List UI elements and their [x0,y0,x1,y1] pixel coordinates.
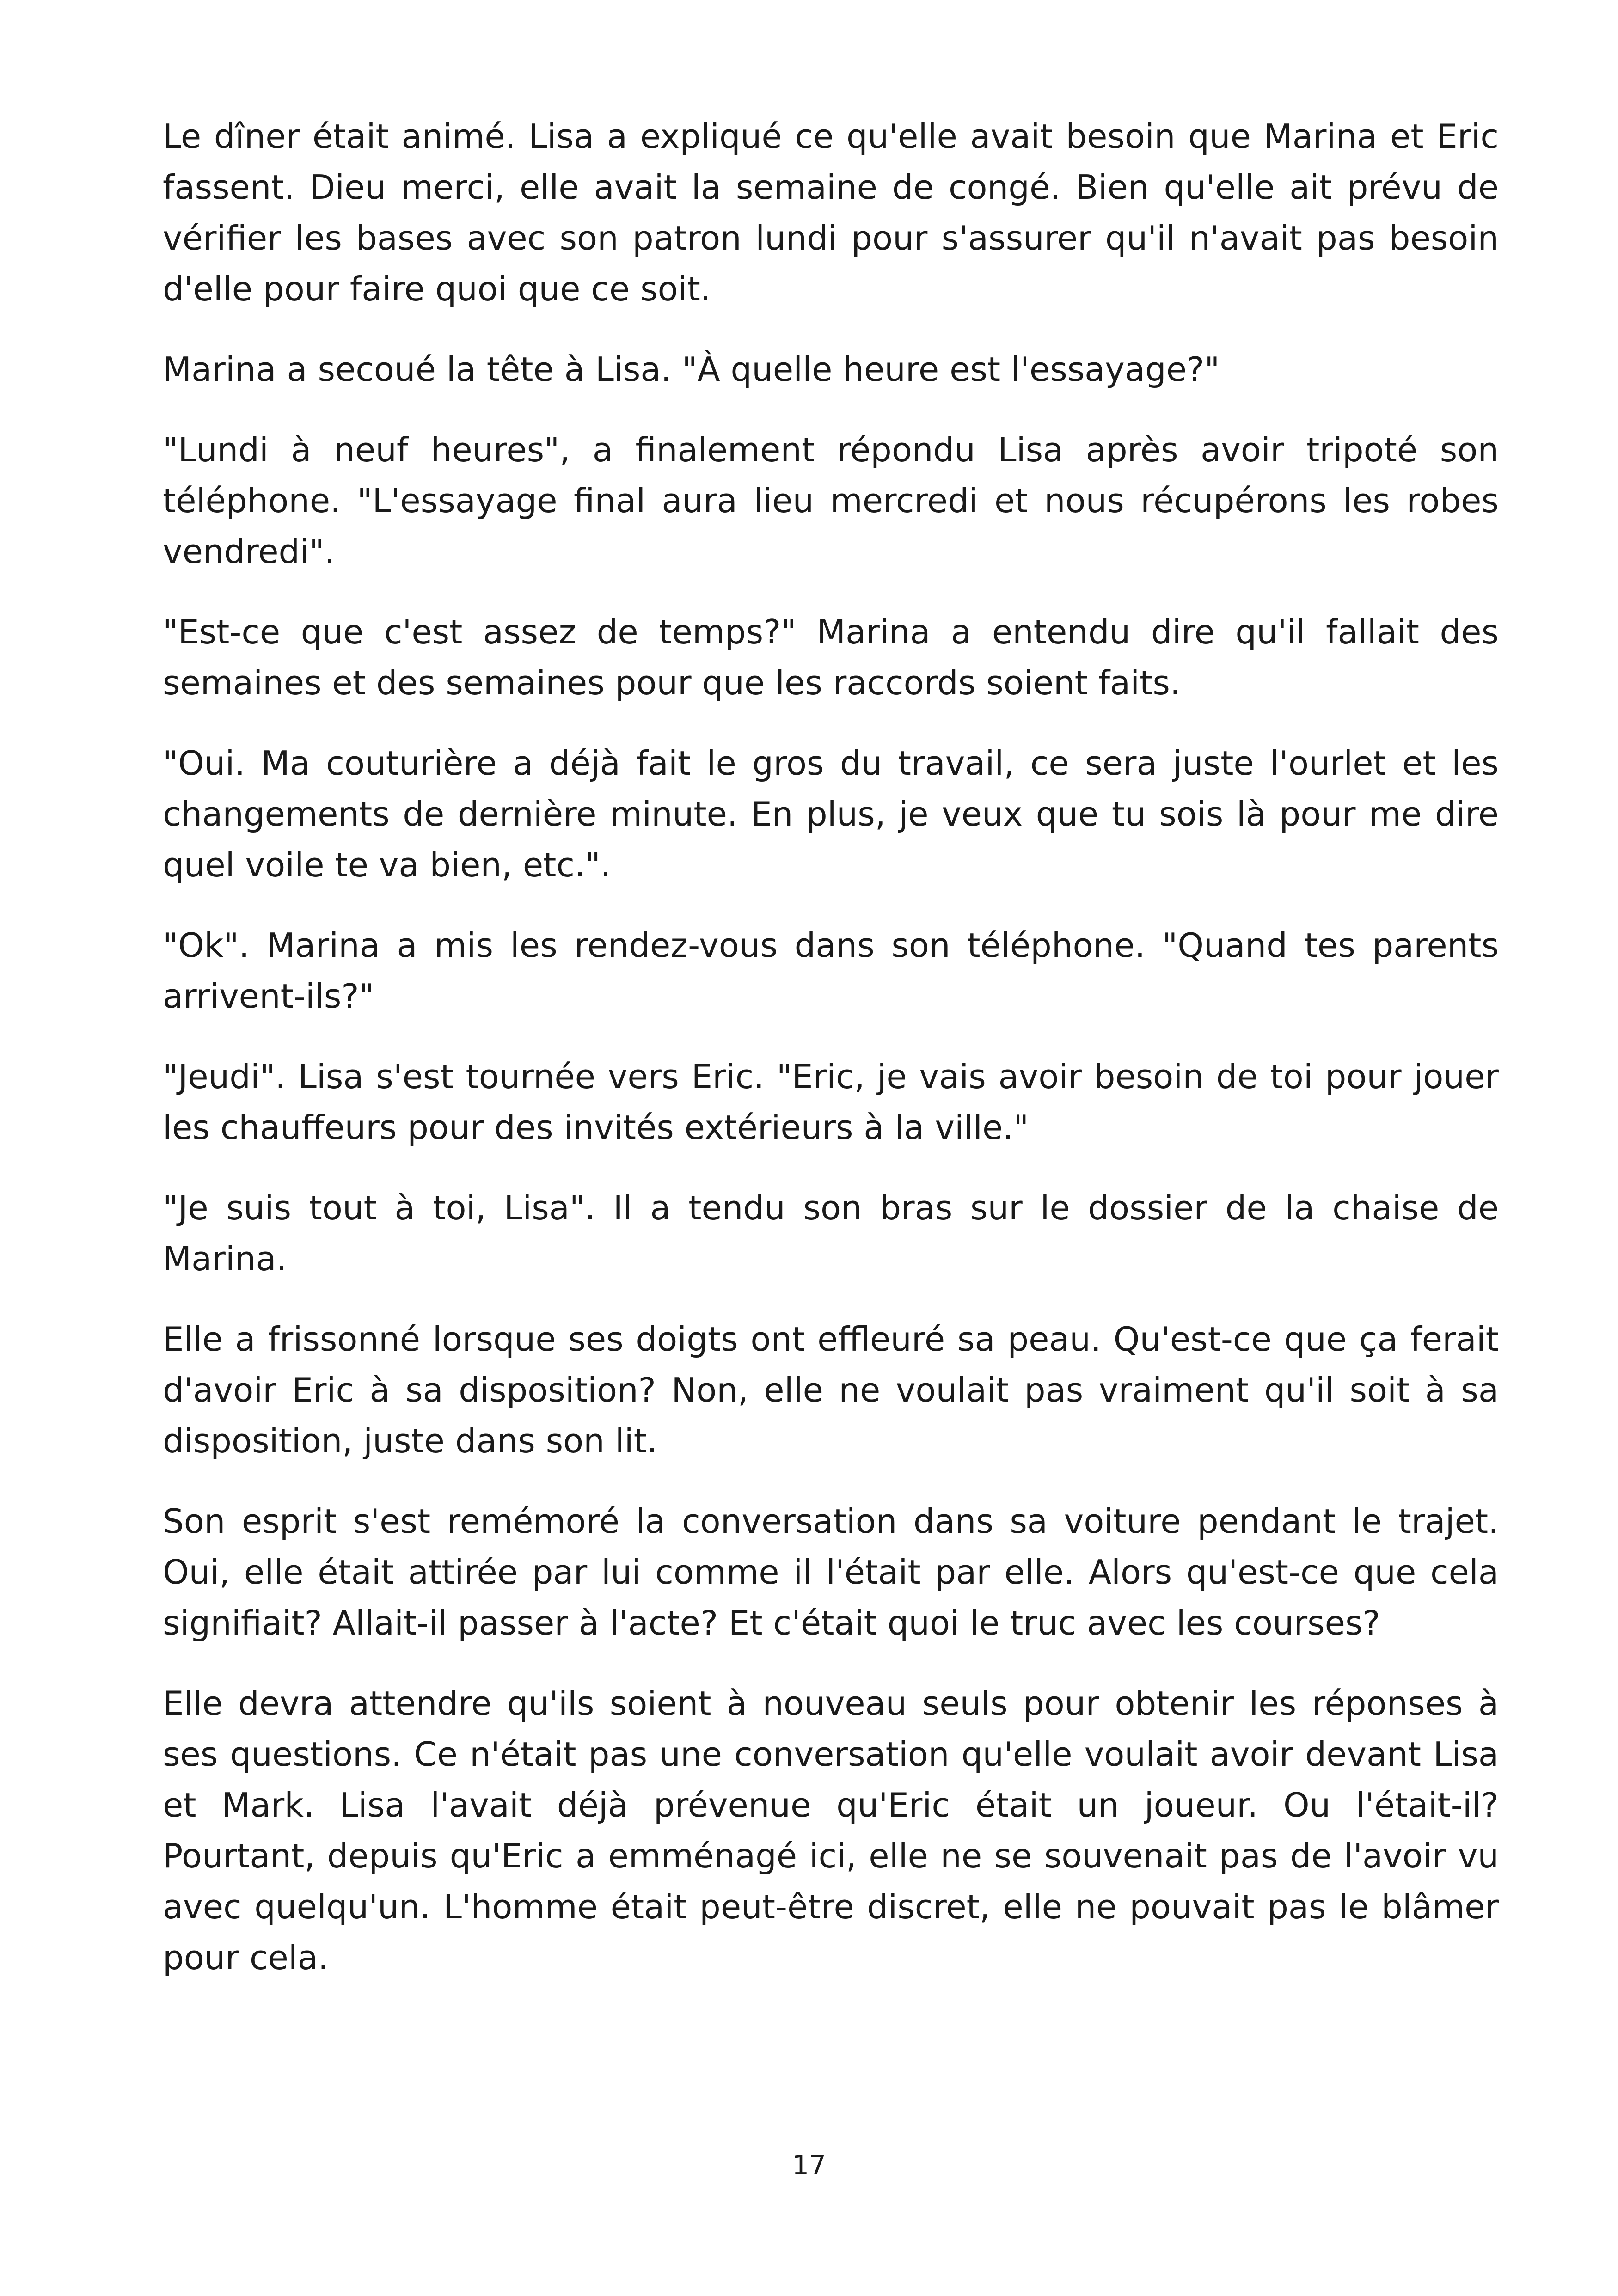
paragraph: Elle devra attendre qu'ils soient à nouveau seuls pour obtenir les réponses à ses questions. Ce n'était pas une conversation qu'elle voulait avoir devant Lisa et Mark. Lisa l'avait déjà prévenue qu'Eric était un joueur. Ou l'était-il? Pourtant, depuis qu'Eric a emménagé ici, elle ne se souvenait pas de l'avoir vu avec quelqu'un. L'homme était peut-être discret, elle ne pouvait pas le blâmer pour cela. [163,1684,1499,1977]
paragraph: Elle a frissonné lorsque ses doigts ont effleuré sa peau. Qu'est-ce que ça ferait d'avoir Eric à sa disposition? Non, elle ne voulait pas vraiment qu'il soit à sa disposition, juste dans son lit. [163,1320,1499,1460]
body-text [163,111,1499,2013]
paragraph: Son esprit s'est remémoré la conversation dans sa voiture pendant le trajet. Oui, elle était attirée par lui comme il l'était par elle. Alors qu'est-ce que cela signifiait? Allait-il passer à l'acte? Et c'était quoi le truc avec les courses? [163,1502,1499,1642]
page-number: 17 [792,2149,826,2181]
paragraph: "Lundi à neuf heures", a finalement répondu Lisa après avoir tripoté son téléphone. "L'essayage final aura lieu mercredi et nous récupérons les robes vendredi". [163,430,1499,571]
paragraph: "Jeudi". Lisa s'est tournée vers Eric. "Eric, je vais avoir besoin de toi pour jouer les chauffeurs pour des invités extérieurs à la ville." [163,1057,1499,1147]
paragraph: Marina a secoué la tête à Lisa. "À quelle heure est l'essayage?" [163,350,1220,389]
paragraph: "Est-ce que c'est assez de temps?" Marina a entendu dire qu'il fallait des semaines et des semaines pour que les raccords soient faits. [163,612,1499,702]
paragraph: "Je suis tout à toi, Lisa". Il a tendu son bras sur le dossier de la chaise de Marina. [163,1188,1499,1278]
paragraph: Le dîner était animé. Lisa a expliqué ce qu'elle avait besoin que Marina et Eric fassent. Dieu merci, elle avait la semaine de congé. Bien qu'elle ait prévu de vérifier les bases avec son patron lundi pour s'assurer qu'il n'avait pas besoin d'elle pour faire quoi que ce soit. [163,117,1499,308]
paragraph: "Oui. Ma couturière a déjà fait le gros du travail, ce sera juste l'ourlet et les changements de dernière minute. En plus, je veux que tu sois là pour me dire quel voile te va bien, etc.". [163,744,1499,884]
paragraph: "Ok". Marina a mis les rendez-vous dans son téléphone. "Quand tes parents arrivent-ils?" [163,926,1499,1016]
